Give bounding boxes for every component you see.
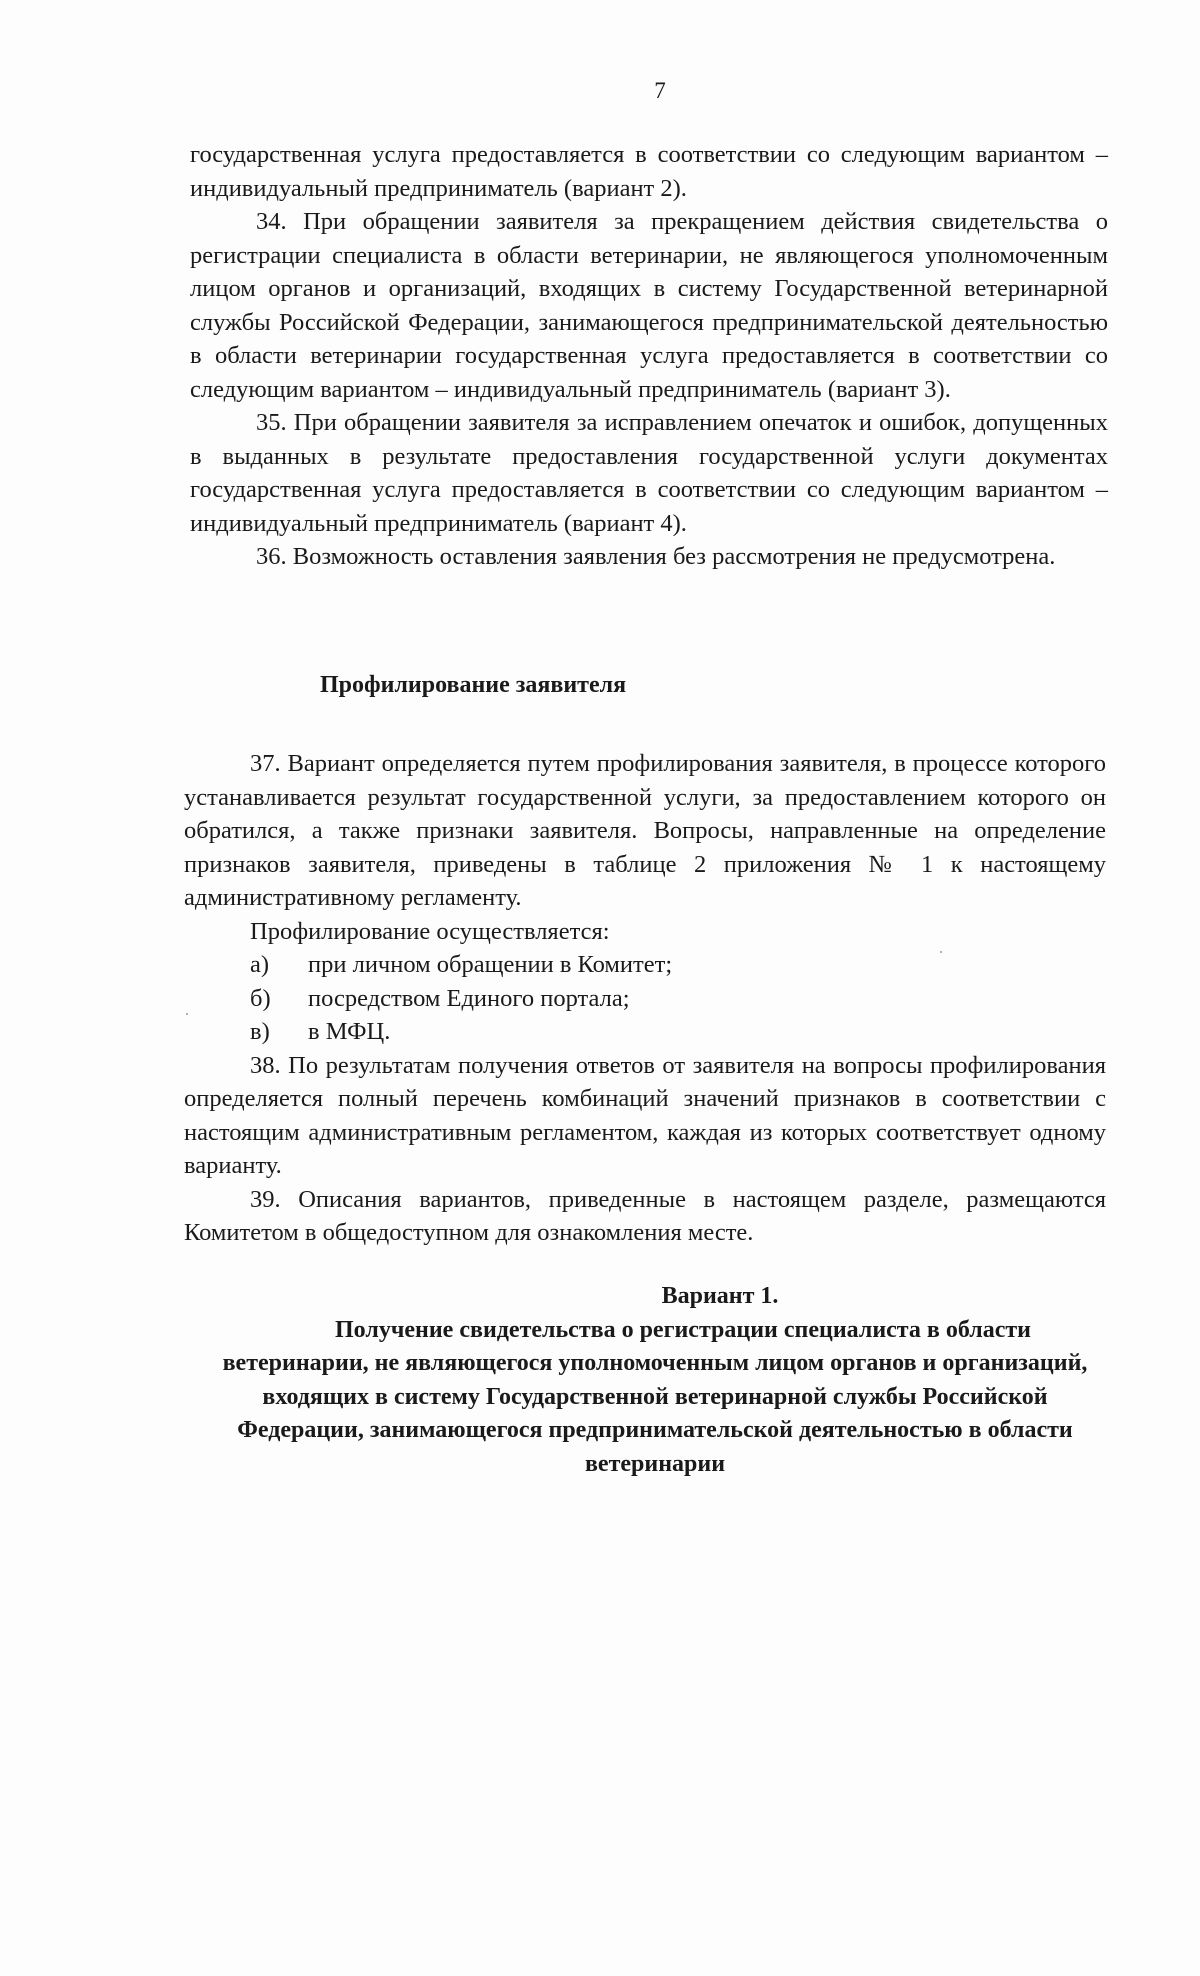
list-marker: в) [250,1018,270,1045]
list-item-text: посредством Единого портала; [308,984,630,1012]
list-intro: Профилирование осуществляется: [250,917,610,945]
list-marker: б) [250,984,271,1012]
page-number: 7 [654,78,666,103]
list-item [184,982,1106,1016]
paragraph-36: 36. Возможность оставления заявления без рассмотрения не предусмотрена. [256,543,1056,570]
variant-heading-block [215,1280,1095,1481]
list-item [184,948,1106,982]
list-item-text: в МФЦ. [308,1018,391,1045]
scan-speck [940,951,942,953]
paragraph-39: 39. Описания вариантов, приведенные в настоящем разделе, размещаются Комитетом в общедоступном для ознакомления месте. [184,1185,1106,1246]
paragraph-37: 37. Вариант определяется путем профилирования заявителя, в процессе которого устанавливается результат государственной услуги, за предоставлением которого он обратился, а также признаки заявителя. Вопросы, направленные на определение признаков заявителя, приведены в таблице 2 приложения № 1 к настоящему административному регламенту. [184,750,1106,911]
list-item [184,1015,1106,1049]
variant-title: Вариант 1. [661,1283,779,1309]
list-marker: а) [250,951,270,978]
variant-description: Получение свидетельства о регистрации специалиста в области ветеринарии, не являющегося уполномоченным лицом органов и организаций, входящих в систему Государственной ветеринарной службы Российской Федерации, занимающегося предпринимательской деятельностью в области ветеринарии [222,1316,1088,1477]
paragraph-38: 38. По результатам получения ответов от заявителя на вопросы профилирования определяется полный перечень комбинаций значений признаков в соответствии с настоящим административным регламентом, каждая из которых соответствует одному варианту. [184,1051,1106,1179]
text-block-top [190,138,1108,574]
list-item-text: при личном обращении в Комитет; [308,951,673,978]
section-heading: Профилирование заявителя [320,672,627,698]
scan-speck [186,1013,188,1015]
paragraph-34: 34. При обращении заявителя за прекращением действия свидетельства о регистрации специалиста в области ветеринарии, не являющегося уполномоченным лицом органов и организаций, входящих в систему Государственной ветеринарной службы Российской Федерации, занимающегося предпринимательской деятельностью в области ветеринарии государственная услуга предоставляется в соответствии со следующим вариантом – индивидуальный предприниматель (вариант 3). [190,208,1108,403]
paragraph-continuation: государственная услуга предоставляется в соответствии со следующим вариантом – индивидуальный предприниматель (вариант 2). [190,141,1108,202]
text-block-profile [184,747,1106,1250]
paragraph-35: 35. При обращении заявителя за исправлением опечаток и ошибок, допущенных в выданных в результате предоставления государственной услуги документах государственная услуга предоставляется в соответствии со следующим вариантом – индивидуальный предприниматель (вариант 4). [190,409,1108,537]
